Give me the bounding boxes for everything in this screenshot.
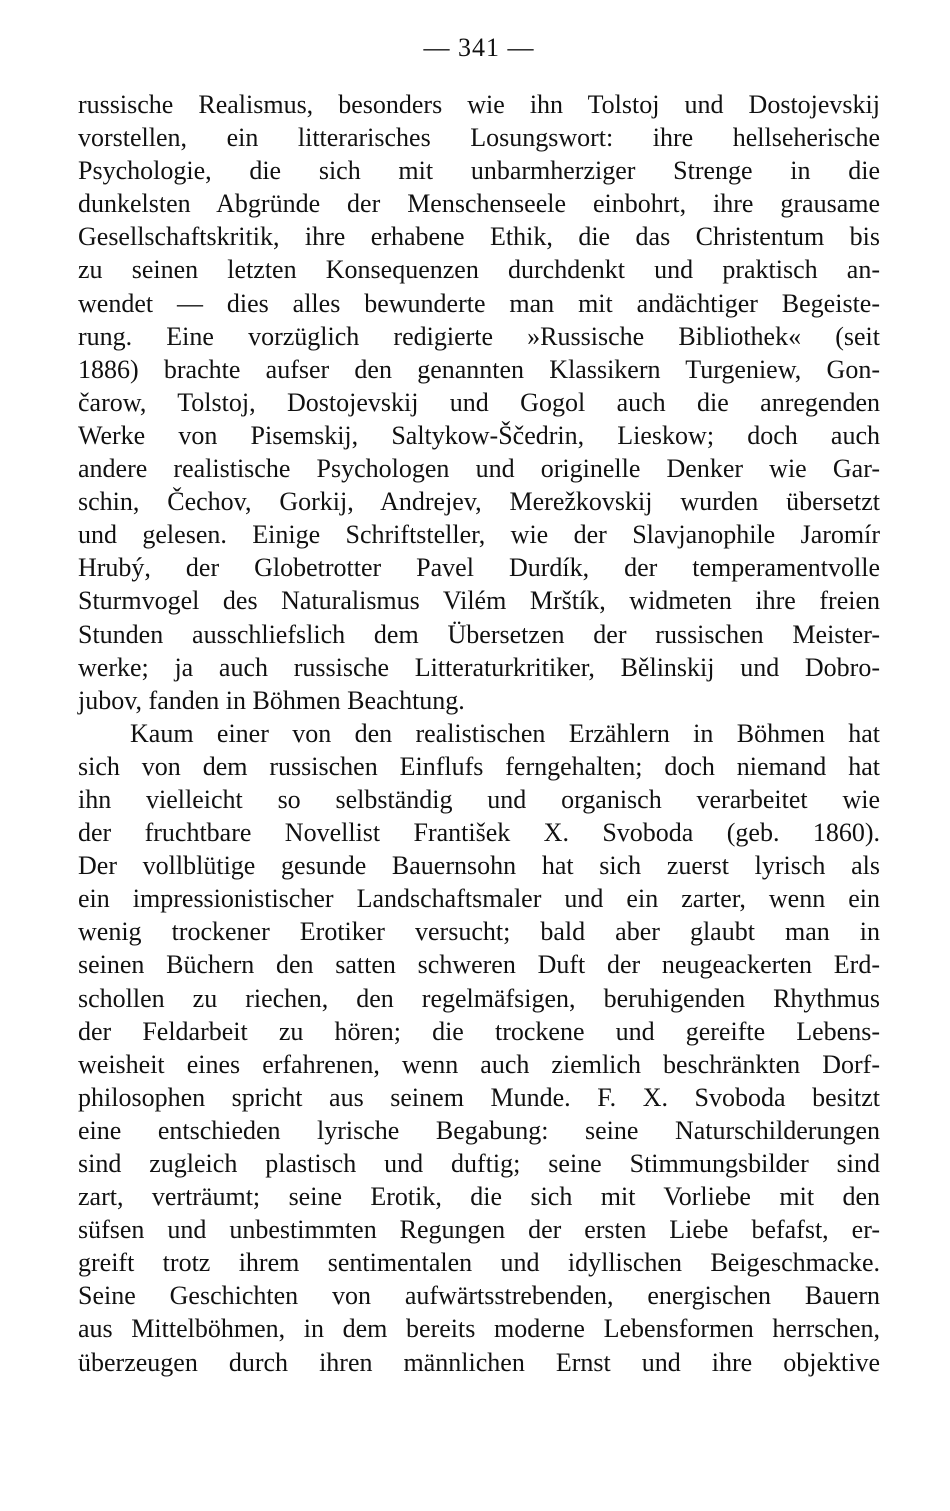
text-line: und gelesen. Einige Schriftsteller, wie der Slavjanophile Jaromír	[78, 520, 880, 550]
text-line: dunkelsten Abgründe der Menschenseele einbohrt, ihre grausame	[78, 189, 880, 219]
text-line: schollen zu riechen, den regelmäfsigen, beruhigenden Rhythmus	[78, 983, 880, 1013]
text-line: aus Mittelböhmen, in dem bereits moderne Lebensformen herrschen,	[78, 1314, 880, 1344]
text-line: seinen Büchern den satten schweren Duft der neugeackerten Erd-	[78, 950, 880, 980]
text-line: zu seinen letzten Konsequenzen durchdenkt und praktisch an-	[78, 255, 880, 285]
body-text	[78, 88, 880, 1379]
text-line: philosophen spricht aus seinem Munde. F. X. Svoboda besitzt	[78, 1082, 880, 1112]
text-line: sich von dem russischen Einflufs ferngehalten; doch niemand hat	[78, 751, 880, 781]
text-line: werke; ja auch russische Litteraturkritiker, Bělinskij und Dobro-	[78, 652, 880, 682]
text-line: Hrubý, der Globetrotter Pavel Durdík, der temperamentvolle	[78, 553, 880, 583]
text-line: schin, Čechov, Gorkij, Andrejev, Merežkovskij wurden übersetzt	[78, 487, 880, 517]
text-line: Sturmvogel des Naturalismus Vilém Mrštík, widmeten ihre freien	[78, 586, 880, 616]
text-line: ihn vielleicht so selbständig und organisch verarbeitet wie	[78, 784, 880, 814]
page-number: — 341 —	[423, 33, 535, 62]
text-line: čarow, Tolstoj, Dostojevskij und Gogol auch die anregenden	[78, 387, 880, 417]
text-line: jubov, fanden in Böhmen Beachtung.	[78, 685, 465, 715]
text-line: der fruchtbare Novellist František X. Svoboda (geb. 1860).	[78, 818, 880, 848]
paragraph	[78, 88, 880, 717]
text-line: greift trotz ihrem sentimentalen und idyllischen Beigeschmacke.	[78, 1248, 880, 1278]
text-line: süfsen und unbestimmten Regungen der ersten Liebe befafst, er-	[78, 1215, 880, 1245]
text-line: Psychologie, die sich mit unbarmherziger Strenge in die	[78, 156, 880, 186]
text-line: russische Realismus, besonders wie ihn Tolstoj und Dostojevskij	[78, 90, 880, 119]
text-line: Seine Geschichten von aufwärtsstrebenden, energischen Bauern	[78, 1281, 880, 1311]
text-line: Kaum einer von den realistischen Erzählern in Böhmen hat	[130, 718, 880, 748]
text-line: wendet — dies alles bewunderte man mit andächtiger Begeiste-	[78, 288, 880, 318]
paragraph	[78, 717, 880, 1379]
text-line: Stunden ausschliefslich dem Übersetzen der russischen Meister-	[78, 619, 880, 649]
text-line: Der vollblütige gesunde Bauernsohn hat sich zuerst lyrisch als	[78, 851, 880, 881]
text-line: weisheit eines erfahrenen, wenn auch ziemlich beschränkten Dorf-	[78, 1049, 880, 1079]
text-line: der Feldarbeit zu hören; die trockene und gereifte Lebens-	[78, 1016, 880, 1046]
book-page	[78, 28, 880, 1379]
text-line: ein impressionistischer Landschaftsmaler und ein zarter, wenn ein	[78, 884, 880, 914]
text-line: überzeugen durch ihren männlichen Ernst und ihre objektive	[78, 1347, 880, 1377]
text-line: wenig trockener Erotiker versucht; bald aber glaubt man in	[78, 917, 880, 947]
text-line: vorstellen, ein litterarisches Losungswort: ihre hellseherische	[78, 123, 880, 153]
text-line: eine entschieden lyrische Begabung: seine Naturschilderungen	[78, 1115, 880, 1145]
text-line: andere realistische Psychologen und originelle Denker wie Gar-	[78, 454, 880, 484]
text-line: sind zugleich plastisch und duftig; seine Stimmungsbilder sind	[78, 1149, 880, 1178]
text-line: 1886) brachte aufser den genannten Klassikern Turgeniew, Gon-	[78, 354, 880, 384]
text-line: Werke von Pisemskij, Saltykow-Ščedrin, Lieskow; doch auch	[78, 420, 880, 450]
text-line: zart, verträumt; seine Erotik, die sich mit Vorliebe mit den	[78, 1182, 880, 1212]
text-line: Gesellschaftskritik, ihre erhabene Ethik, die das Christentum bis	[78, 222, 880, 252]
text-line: rung. Eine vorzüglich redigierte »Russische Bibliothek« (seit	[78, 321, 880, 351]
